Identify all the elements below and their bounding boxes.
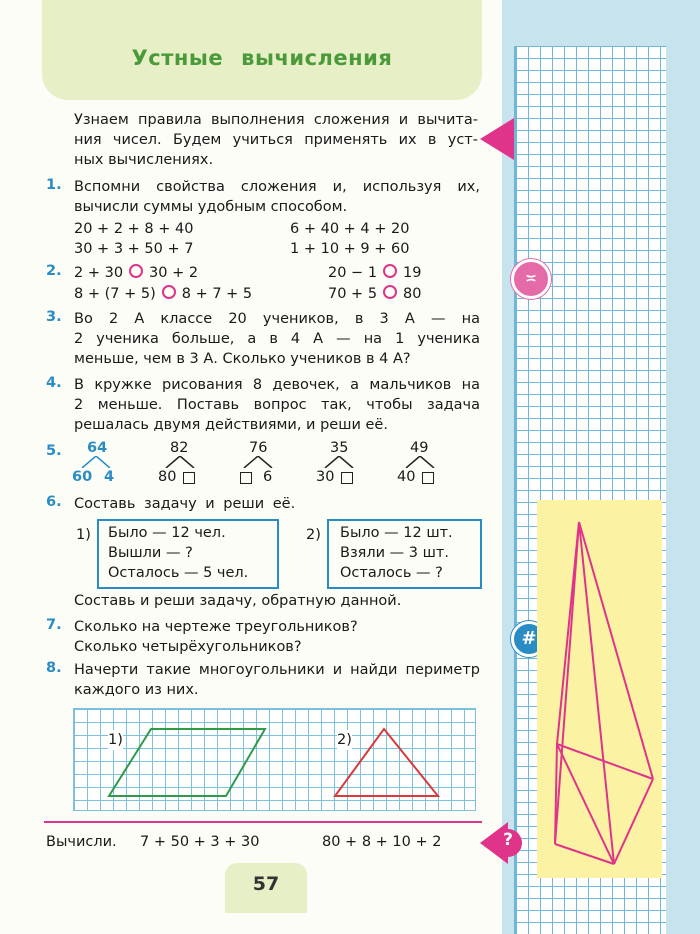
- task-2-compare-2: 20 − 1 19: [328, 265, 422, 281]
- pyramid-figure: [537, 500, 662, 878]
- task-3-line-3: меньше, чем в 3 А. Сколько учеников в 4 А?: [74, 351, 411, 367]
- task-5-left-4: 30: [316, 469, 335, 485]
- blank-box-icon: [240, 472, 252, 484]
- compute-expr-2: 80 + 8 + 10 + 2: [322, 834, 442, 850]
- grid-task-icon: #: [511, 621, 547, 657]
- task-3-line-2: 2 ученика больше, а в 4 А — на 1 ученика: [74, 331, 480, 347]
- parallelogram-figure: [109, 729, 265, 796]
- intro-line-2: ния чисел. Будем учиться применять их в уст-: [74, 132, 478, 148]
- task-6-number: 6.: [46, 494, 62, 510]
- task-1-line-2: вычисли суммы удобным способом.: [74, 199, 348, 215]
- task-5-top-4: 35: [330, 440, 349, 456]
- page-number: 57: [252, 873, 280, 895]
- compute-label: Вычисли.: [46, 834, 117, 850]
- box-1-line-2: Вышли — ?: [108, 545, 193, 561]
- blank-box-icon: [183, 472, 195, 484]
- task-1-line-1: Вспомни свойства сложения и, используя их,: [74, 179, 480, 195]
- task-5-right-1: 4: [104, 469, 115, 485]
- blank-box-icon: [422, 472, 434, 484]
- compare-circle-icon: [383, 285, 397, 299]
- page-title: Устные вычисления: [131, 46, 393, 70]
- task-8-line-1: Начерти такие многоугольники и найди периметр: [74, 662, 480, 678]
- task-5-top-5: 49: [410, 440, 429, 456]
- task-5-right-3: 6: [263, 469, 273, 485]
- separator-line: [44, 821, 482, 823]
- box-1-line-1: Было — 12 чел.: [108, 525, 226, 541]
- task-5-left-1: 60: [72, 469, 93, 485]
- task-3-line-1: Во 2 А классе 20 учеников, в 3 А — на: [74, 311, 480, 327]
- pointer-marker-icon: [480, 118, 516, 160]
- compare-circle-icon: [162, 285, 176, 299]
- task-1-expr-c: 30 + 3 + 50 + 7: [74, 241, 194, 257]
- task-1-expr-a: 20 + 2 + 8 + 40: [74, 221, 194, 237]
- task-4-line-1: В кружке рисования 8 девочек, а мальчиков на: [74, 377, 480, 393]
- task-7-number: 7.: [46, 617, 62, 633]
- intro-line-3: ных вычислениях.: [74, 152, 214, 168]
- task-5-top-1: 64: [87, 440, 108, 456]
- task-2-compare-1: 2 + 30 30 + 2: [74, 265, 199, 281]
- box-1-line-3: Осталось — 5 чел.: [108, 565, 249, 581]
- box-2-line-1: Было — 12 шт.: [340, 525, 453, 541]
- task-7-line-2: Сколько четырёхугольников?: [74, 639, 302, 655]
- figures-drawing: [73, 708, 474, 809]
- figure-2-label: 2): [337, 732, 352, 748]
- task-6-text: Составь задачу и реши её.: [74, 496, 296, 512]
- box-2-line-2: Взяли — 3 шт.: [340, 545, 449, 561]
- task-2-compare-4: 70 + 5 80: [328, 286, 422, 302]
- blank-box-icon: [341, 472, 353, 484]
- box-2-line-3: Осталось — ?: [340, 565, 443, 581]
- task-4-number: 4.: [46, 375, 62, 391]
- task-8-line-2: каждого из них.: [74, 682, 199, 698]
- task-1-expr-d: 1 + 10 + 9 + 60: [290, 241, 410, 257]
- task-2-number: 2.: [46, 263, 62, 279]
- task-5-top-2: 82: [170, 440, 189, 456]
- pair-work-icon: ≍: [511, 259, 551, 299]
- task-5-number: 5.: [46, 443, 62, 459]
- task-2-compare-3: 8 + (7 + 5) 8 + 7 + 5: [74, 286, 253, 302]
- task-5-left-2: 80: [158, 469, 177, 485]
- task-6-box-2-label: 2): [306, 527, 321, 543]
- figure-1-label: 1): [108, 732, 123, 748]
- compare-circle-icon: [129, 264, 143, 278]
- triangle-figure: [335, 729, 438, 796]
- task-1-number: 1.: [46, 177, 62, 193]
- task-4-line-3: решалась двумя действиями, и реши её.: [74, 417, 388, 433]
- task-5-left-5: 40: [397, 469, 416, 485]
- compute-expr-1: 7 + 50 + 3 + 30: [140, 834, 260, 850]
- task-8-number: 8.: [46, 660, 62, 676]
- task-1-expr-b: 6 + 40 + 4 + 20: [290, 221, 410, 237]
- task-4-line-2: 2 меньше. Поставь вопрос так, чтобы задача: [74, 397, 480, 413]
- task-6-box-1-label: 1): [76, 527, 91, 543]
- title-banner: [42, 0, 482, 100]
- task-3-number: 3.: [46, 309, 62, 325]
- page-number-tab: [225, 863, 307, 913]
- intro-line-1: Узнаем правила выполнения сложения и вычита-: [74, 112, 478, 128]
- task-5-top-3: 76: [249, 440, 268, 456]
- question-mark-text: ?: [503, 830, 513, 850]
- task-7-line-1: Сколько на чертеже треугольников?: [74, 619, 358, 635]
- task-6-after: Составь и реши задачу, обратную данной.: [74, 593, 402, 609]
- compare-circle-icon: [383, 264, 397, 278]
